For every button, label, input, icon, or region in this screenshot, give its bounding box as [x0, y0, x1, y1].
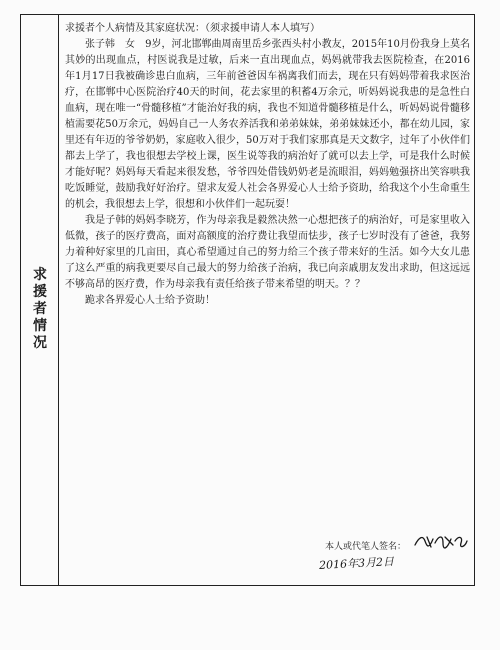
situation-content: [65, 21, 470, 309]
signature-area: [265, 525, 470, 575]
closing-line: 跪求各界爱心人士给予资助！: [85, 295, 215, 306]
handwritten-signature: [413, 531, 469, 553]
signature-date: 2016年3月2日: [318, 555, 395, 572]
side-label-char: 援: [33, 284, 47, 300]
sign-label: 本人或代笔人签名：: [325, 542, 407, 552]
side-label-char: 情: [33, 318, 47, 334]
paragraph-mother: 我是子韩的妈妈李晓芳，作为母亲我是毅然决然一心想把孩子的病治好，可是家里收入低微，孩子的医疗费高，面对高额度的治疗费让我望而怯步，孩子七岁时没有了爸爸，我努力着种好家里的几亩田，真心希望通过自己的努力给三个孩子带来好的生活。如今大女儿患了这么严重的病我更要尽自己最大的努力给孩子治病，我已向亲戚朋友发出求助，但这远远不够高昂的医疗费，作为母亲我有责任给孩子带来希望的明天。？？: [65, 215, 470, 290]
side-label-column: [21, 15, 59, 585]
side-label-char: 求: [33, 267, 47, 283]
paragraph-child: 张子韩 女 9岁，河北邯郸曲周南里岳乡张西头村小教友，2015年10月份我身上莫名其妙的出现血点，村医说我是过敏，后来一直出现血点，妈妈就带我去医院检查，在2016年1月17日我被确诊患白血病，三年前爸爸因车祸离我们而去，现在只有妈妈带着我求医治疗，在邯郸中心医院治疗40天的时间，花去家里的积蓄4万余元，听妈妈说我患的是急性白血病，现在唯一“骨髓移植”才能治好我的病，我也不知道骨髓移植是什么，听妈妈说骨髓移植需要花50万余元，妈妈自己一人务农养活我和弟弟妹妹，弟弟妹妹还小，都在幼儿园，家里还有年迈的爷爷奶奶，家庭收入很少，50万对于我们家那真是天文数字，过年了小伙伴们都去上学了，我也很想去学校上课，医生说等我的病治好了就可以去上学，可是我什么时候才能好呢？妈妈每天看起来很发愁，爷爷四处借钱奶奶老是流眼泪，妈妈勉强挤出笑容哄我吃饭睡觉，鼓励我好好治疗。望求友爱人社会各界爱心人士给予资助，给我这个小生命重生的机会，我很想去上学，很想和小伙伴们一起玩耍！: [65, 39, 470, 210]
side-label: [21, 267, 59, 352]
side-label-char: 况: [33, 335, 47, 351]
side-label-char: 者: [33, 301, 47, 317]
intro-line: 求援者个人病情及其家庭状况：（须求援申请人本人填写）: [65, 23, 320, 34]
form-table: [20, 14, 475, 586]
